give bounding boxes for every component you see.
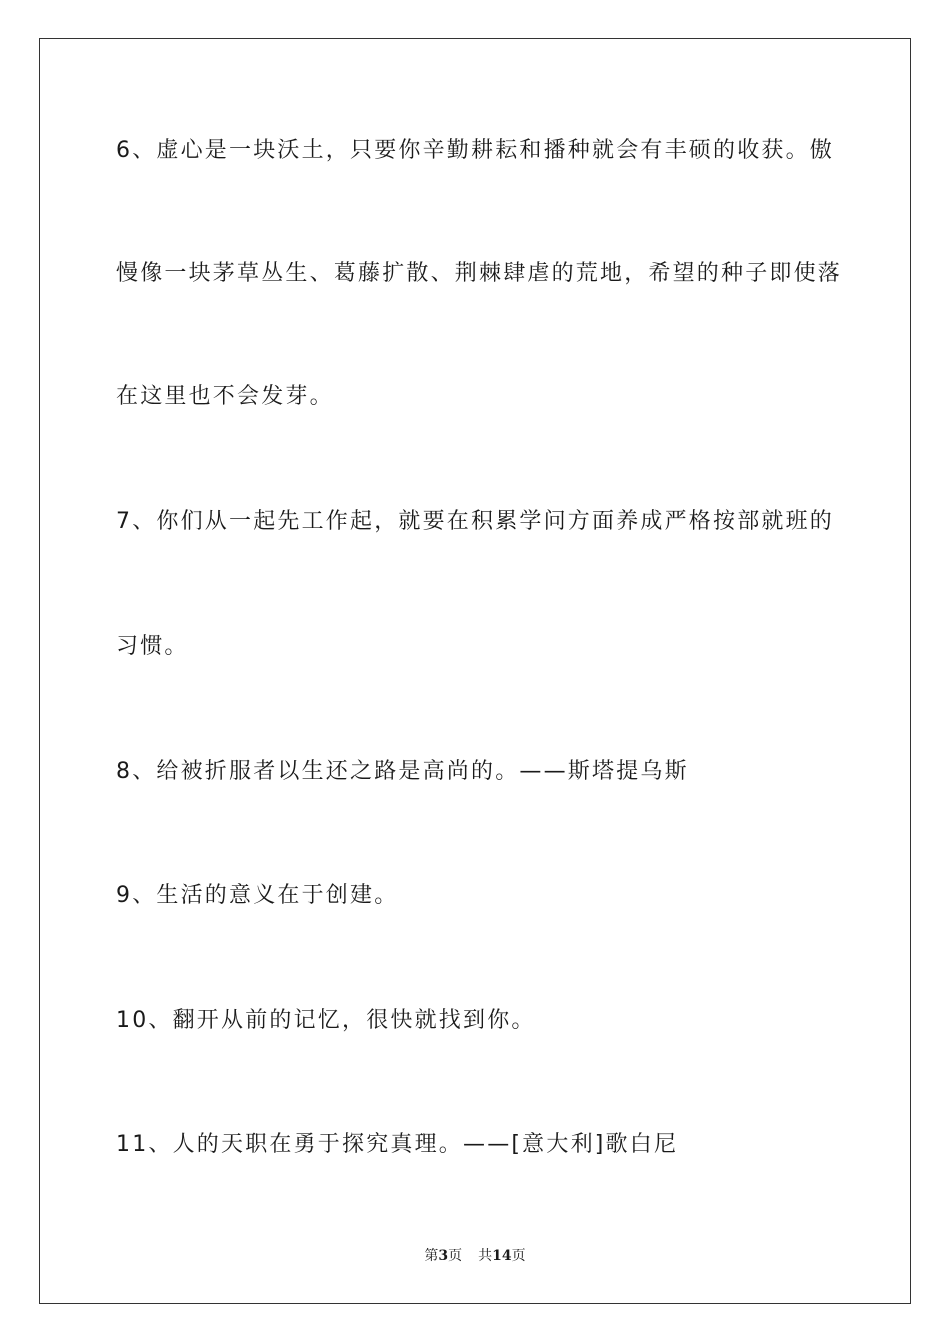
footer-total-suffix: 页 (511, 1248, 526, 1264)
text-line-1: 6、虚心是一块沃土，只要你辛勤耕耘和播种就会有丰硕的收获。傲 (116, 138, 834, 163)
text-line-3: 在这里也不会发芽。 (116, 384, 334, 409)
footer-total-pages: 14 (492, 1248, 512, 1264)
text-line-7: 9、生活的意义在于创建。 (116, 883, 399, 908)
footer-page-prefix: 第 (424, 1248, 439, 1264)
page-footer (0, 1247, 950, 1265)
text-line-8: 10、翻开从前的记忆，很快就找到你。 (116, 1008, 536, 1033)
text-line-6: 8、给被折服者以生还之路是高尚的。——斯塔提乌斯 (116, 759, 689, 784)
footer-current-page: 3 (438, 1248, 449, 1264)
text-line-2: 慢像一块茅草丛生、葛藤扩散、荆棘肆虐的荒地，希望的种子即使落 (116, 261, 843, 286)
text-line-5: 习惯。 (116, 634, 189, 659)
page-border (39, 38, 911, 1304)
footer-total-prefix: 共 (478, 1248, 493, 1264)
text-line-9: 11、人的天职在勇于探究真理。——[意大利]歌白尼 (116, 1132, 679, 1157)
text-line-4: 7、你们从一起先工作起，就要在积累学问方面养成严格按部就班的 (116, 509, 834, 534)
footer-page-label: 页 (448, 1248, 463, 1264)
